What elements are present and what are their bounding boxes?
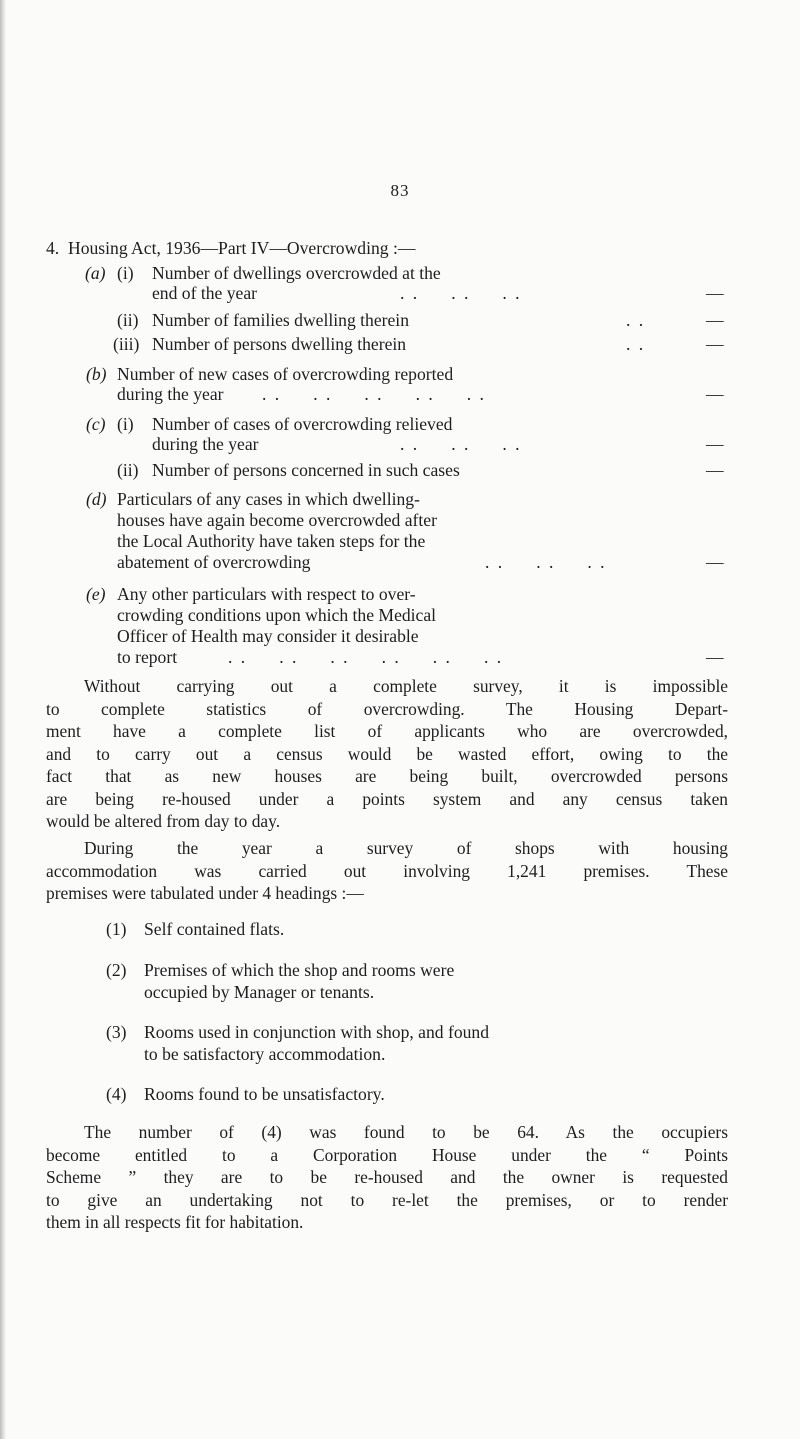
item-c-ii-text: Number of persons concerned in such cases (152, 460, 460, 480)
item-e-text-line2: crowding conditions upon which the Medical (117, 605, 437, 625)
heading-1-number: (1) (106, 919, 127, 939)
heading-3-number: (3) (106, 1022, 127, 1042)
item-d-value: — (706, 552, 724, 572)
item-b-value: — (706, 384, 724, 404)
paragraph-line: would be altered from day to day. (46, 811, 281, 831)
item-d-label: (d) (86, 489, 107, 509)
item-a-i-text-line1: Number of dwellings overcrowded at the (152, 263, 441, 283)
paragraph-line: The number of (4) was found to be 64. As the occupiers (84, 1122, 728, 1142)
paragraph-shops-survey (46, 837, 728, 905)
item-b-text-line1: Number of new cases of overcrowding reported (117, 364, 454, 384)
item-e-label: (e) (86, 584, 106, 604)
paragraph-line: fact that as new houses are being built, overcrowded persons (46, 766, 728, 786)
section-title: Housing Act, 1936—Part IV—Overcrowding :— (68, 238, 416, 258)
paragraph-line: to give an undertaking not to re-let the premises, or to render (46, 1189, 728, 1210)
item-a-iii-number: (iii) (113, 334, 140, 354)
heading-3-text-line1: Rooms used in conjunction with shop, and found (144, 1022, 490, 1042)
item-a-ii-number: (ii) (117, 310, 139, 330)
leader-dots: . . . . . . (400, 434, 522, 454)
leader-dots: . . . . . . . . . . (262, 384, 486, 404)
heading-2-text-line1: Premises of which the shop and rooms were (144, 960, 455, 980)
item-c-ii-number: (ii) (117, 460, 139, 480)
leader-dots: . . . . . . (400, 283, 522, 303)
item-d-text-line1: Particulars of any cases in which dwelling- (117, 489, 420, 509)
item-e-text-line4: to report (117, 647, 178, 667)
item-b-label: (b) (86, 364, 107, 384)
item-a-iii-value: — (706, 334, 724, 354)
item-c-i-number: (i) (117, 414, 134, 434)
item-a-i-number: (i) (117, 263, 134, 283)
item-a-label: (a) (85, 263, 106, 283)
paragraph-line: premises were tabulated under 4 headings :— (46, 883, 364, 903)
item-c-i-text-line2: during the year (152, 434, 259, 454)
heading-1-text: Self contained flats. (144, 919, 285, 939)
item-a-iii-text: Number of persons dwelling therein (152, 334, 407, 354)
paragraph-points-scheme (46, 1121, 728, 1234)
page-number: 83 (390, 181, 410, 200)
item-e-text-line1: Any other particulars with respect to over- (117, 584, 416, 604)
heading-2-text-line2: occupied by Manager or tenants. (144, 982, 375, 1002)
section-number: 4. (46, 238, 60, 258)
heading-4-number: (4) (106, 1084, 127, 1104)
page-binding-shadow (0, 0, 6, 1439)
leader-dots: . . . . . . (485, 552, 607, 572)
leader-dots: . . . . . . . . . . . . (228, 647, 504, 667)
item-a-ii-text: Number of families dwelling therein (152, 310, 409, 330)
paragraph-line: accommodation was carried out involving 1,241 premises. These (46, 860, 728, 881)
paragraph-line: and to carry out a census would be wasted effort, owing to the (46, 743, 728, 764)
item-d-text-line4: abatement of overcrowding (117, 552, 311, 572)
item-d-text-line2: houses have again become overcrowded after (117, 510, 437, 530)
leader-dots: . . (626, 334, 646, 354)
heading-2-number: (2) (106, 960, 127, 980)
item-a-ii-value: — (706, 310, 724, 330)
item-c-i-value: — (706, 434, 724, 454)
item-a-i-value: — (706, 283, 724, 303)
paragraph-line: become entitled to a Corporation House under the “ Points (46, 1144, 728, 1165)
item-c-label: (c) (86, 414, 106, 434)
item-b-text-line2: during the year (117, 384, 224, 404)
paragraph-line: Without carrying out a complete survey, it is impossible (84, 676, 728, 696)
item-c-i-text-line1: Number of cases of overcrowding relieved (152, 414, 453, 434)
paragraph-line: Scheme ” they are to be re-housed and the owner is requested (46, 1167, 728, 1187)
item-a-i-text-line2: end of the year (152, 283, 258, 303)
paragraph-survey (46, 675, 728, 833)
item-e-text-line3: Officer of Health may consider it desirable (117, 626, 419, 646)
heading-4-text: Rooms found to be unsatisfactory. (144, 1084, 385, 1104)
item-c-ii-value: — (706, 460, 724, 480)
item-d-text-line3: the Local Authority have taken steps for the (117, 531, 426, 551)
leader-dots: . . (626, 310, 646, 330)
paragraph-line: them in all respects fit for habitation. (46, 1212, 304, 1232)
heading-3-text-line2: to be satisfactory accommodation. (144, 1044, 386, 1064)
paragraph-line: ment have a complete list of applicants who are overcrowded, (46, 721, 728, 741)
paragraph-line: are being re-housed under a points system and any census taken (46, 788, 728, 809)
item-e-value: — (706, 647, 724, 667)
paragraph-line: During the year a survey of shops with housing (84, 838, 728, 858)
paragraph-line: to complete statistics of overcrowding. The Housing Depart- (46, 698, 728, 719)
section-heading (46, 238, 415, 258)
